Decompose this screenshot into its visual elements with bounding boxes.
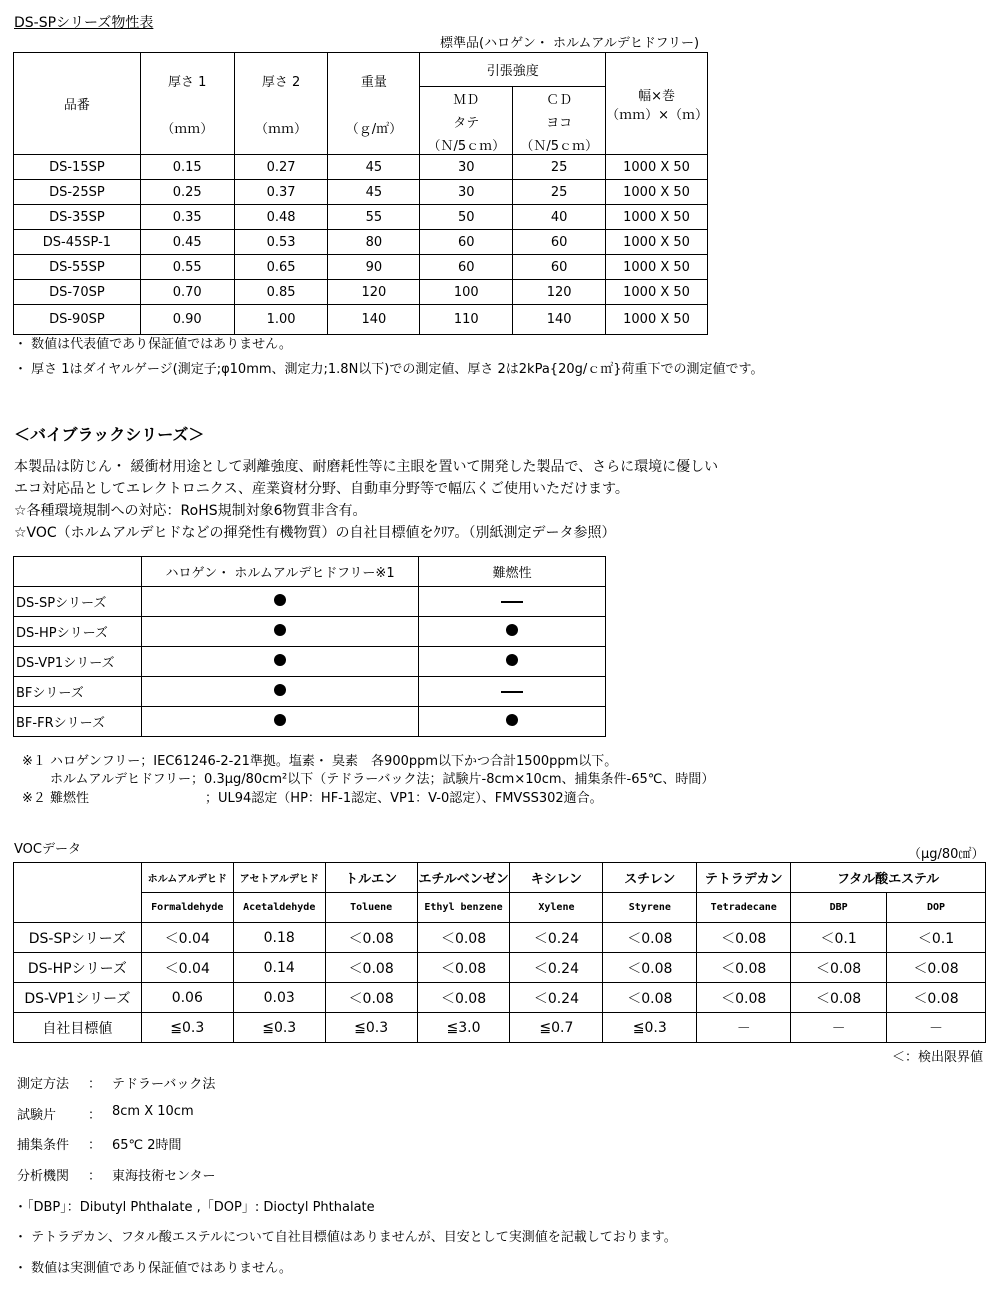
method-value: テドラーバック法 xyxy=(112,1077,216,1092)
dash-icon xyxy=(501,691,523,693)
voc-note-3: ・ 数値は実測値であり保証値ではありません。 xyxy=(14,1261,292,1276)
voc-cell: － xyxy=(697,1013,791,1043)
filled-circle-icon xyxy=(506,714,518,726)
collect-value: 65℃ 2時間 xyxy=(112,1138,182,1153)
voc-cell: ＜0.08 xyxy=(417,923,510,953)
t1-cell: 0.45 xyxy=(140,230,234,255)
lab-colon: ： xyxy=(88,1169,102,1184)
t2-flame-cell xyxy=(419,677,606,707)
t1-cell: 0.37 xyxy=(234,180,328,205)
t2-flame-cell xyxy=(419,617,606,647)
voc-col-dbp: DBP xyxy=(791,893,887,923)
t1-cell: 30 xyxy=(420,155,513,180)
hdr-width: 幅×巻 （ｍｍ）×（ｍ） xyxy=(606,53,708,155)
voc-col-jp: キシレン xyxy=(510,863,603,893)
voc-col-jp: スチレン xyxy=(603,863,697,893)
t1-cell: DS-55SP xyxy=(14,255,141,280)
voc-row xyxy=(14,983,986,1013)
t2-halogen-cell xyxy=(141,617,419,647)
t2-row xyxy=(14,587,606,617)
t2-series-name: DS-HPシリーズ xyxy=(14,617,142,647)
hdr-tensile: 引張強度 xyxy=(420,53,606,87)
voc-note-2: ・ テトラデカン、フタル酸エステルについて自社目標値はありませんが、目安として実測値を記載しております。 xyxy=(14,1230,677,1245)
t1-cell: 0.70 xyxy=(140,280,234,305)
voc-row-label: 自社目標値 xyxy=(14,1013,142,1043)
t2-halogen-cell xyxy=(141,677,419,707)
voc-cell: ＜0.08 xyxy=(791,953,887,983)
filled-circle-icon xyxy=(274,594,286,606)
voc-col-phthalate: フタル酸エステル xyxy=(791,863,986,893)
voc-cell: ＜0.24 xyxy=(510,983,603,1013)
t1-cell: 120 xyxy=(328,280,420,305)
voc-cell: ≦0.3 xyxy=(233,1013,325,1043)
t1-cell: 140 xyxy=(513,305,606,335)
t1-cell: 30 xyxy=(420,180,513,205)
voc-col-jp: エチルベンゼン xyxy=(417,863,510,893)
property-table xyxy=(13,52,708,335)
t1-cell: 25 xyxy=(513,180,606,205)
filled-circle-icon xyxy=(274,684,286,696)
t1-cell: 60 xyxy=(420,255,513,280)
t1-cell: 60 xyxy=(513,255,606,280)
voc-row xyxy=(14,923,986,953)
voc-cell: ＜0.08 xyxy=(887,983,986,1013)
t2-series-name: BF-FRシリーズ xyxy=(14,707,142,737)
voc-corner xyxy=(14,863,142,923)
t2-halogen-cell xyxy=(141,707,419,737)
voc-col-jp: トルエン xyxy=(325,863,417,893)
voc-cell: ＜0.08 xyxy=(697,923,791,953)
t1-cell: 120 xyxy=(513,280,606,305)
t1-cell: 0.25 xyxy=(140,180,234,205)
t2-series-name: DS-SPシリーズ xyxy=(14,587,142,617)
t1-cell: 60 xyxy=(513,230,606,255)
collect-colon: ： xyxy=(88,1138,102,1153)
t1-note-2: ・ 厚さ 1はダイヤルゲージ(測定子;φ10mm、測定力;1.8N以下)での測定値、厚さ 2は2kPa{20g/ｃ㎡}荷重下での測定値です。 xyxy=(14,362,764,377)
voc-cell: ＜0.08 xyxy=(417,953,510,983)
voc-cell: 0.14 xyxy=(233,953,325,983)
voc-cell: ≦3.0 xyxy=(417,1013,510,1043)
voc-cell: ＜0.04 xyxy=(141,953,233,983)
lab-key: 分析機関 xyxy=(17,1169,70,1184)
t2-halogen-cell xyxy=(141,587,419,617)
t1-row xyxy=(14,255,708,280)
voc-cell: － xyxy=(887,1013,986,1043)
voc-limit-note: ＜：検出限界値 xyxy=(892,1050,984,1065)
t2-row xyxy=(14,647,606,677)
t1-row xyxy=(14,305,708,335)
t1-row xyxy=(14,155,708,180)
t1-cell: 45 xyxy=(328,155,420,180)
t1-cell: 1000 X 50 xyxy=(606,180,708,205)
hdr-weight: 重量 （ｇ/㎡） xyxy=(328,53,420,155)
voc-title: VOCデータ xyxy=(14,842,81,857)
voc-cell: ＜0.08 xyxy=(603,923,697,953)
t1-cell: 140 xyxy=(328,305,420,335)
voc-cell: ＜0.08 xyxy=(325,923,417,953)
hdr-hinban: 品番 xyxy=(14,53,141,155)
voc-row-label: DS-VP1シリーズ xyxy=(14,983,142,1013)
voc-col-en: Acetaldehyde xyxy=(233,893,325,923)
t1-cell: DS-25SP xyxy=(14,180,141,205)
series-para-4: ☆VOC（ホルムアルデヒドなどの揮発性有機物質）の自社目標値をｸﾘｱ。（別紙測定データ参照） xyxy=(14,525,616,541)
lab-value: 東海技術センター xyxy=(112,1169,216,1184)
t1-row xyxy=(14,205,708,230)
voc-cell: ＜0.08 xyxy=(697,953,791,983)
t1-cell: 25 xyxy=(513,155,606,180)
series-para-2: エコ対応品としてエレクトロニクス、産業資材分野、自動車分野等で幅広くご使用いただけます。 xyxy=(14,481,629,497)
filled-circle-icon xyxy=(274,654,286,666)
voc-col-en: Styrene xyxy=(603,893,697,923)
voc-cell: ＜0.08 xyxy=(791,983,887,1013)
t1-cell: DS-35SP xyxy=(14,205,141,230)
t1-cell: 110 xyxy=(420,305,513,335)
voc-col-en: Xylene xyxy=(510,893,603,923)
t2-row xyxy=(14,617,606,647)
t1-note-1: ・ 数値は代表値であり保証値ではありません。 xyxy=(14,337,292,352)
t1-cell: 0.35 xyxy=(140,205,234,230)
t1-cell: 1000 X 50 xyxy=(606,230,708,255)
voc-note-1: ・「DBP」：Dibutyl Phthalate ,「DOP」: Dioctyl Phthalate xyxy=(14,1200,375,1215)
t2-series-name: BFシリーズ xyxy=(14,677,142,707)
t1-cell: 1000 X 50 xyxy=(606,255,708,280)
t1-cell: 60 xyxy=(420,230,513,255)
t1-cell: 0.65 xyxy=(234,255,328,280)
t2-flame-cell xyxy=(419,647,606,677)
voc-cell: ＜0.1 xyxy=(791,923,887,953)
t2-row xyxy=(14,677,606,707)
filled-circle-icon xyxy=(274,624,286,636)
voc-row xyxy=(14,1013,986,1043)
voc-cell: ＜0.08 xyxy=(603,983,697,1013)
voc-cell: ≦0.3 xyxy=(603,1013,697,1043)
hdr-md: ＭＤ タテ （Ｎ/5ｃｍ） xyxy=(420,87,513,155)
t1-cell: DS-45SP-1 xyxy=(14,230,141,255)
t2-footnote-1b: ホルムアルデヒドフリー；0.3μg/80cm²以下（テドラーバック法；試験片-8cm×10cm、捕集条件-65℃、時間） xyxy=(50,772,715,787)
voc-col-jp: アセトアルデヒド xyxy=(233,863,325,893)
hdr-thick2: 厚さ 2 （ｍｍ） xyxy=(234,53,328,155)
voc-cell: 0.18 xyxy=(233,923,325,953)
t1-cell: 0.90 xyxy=(140,305,234,335)
voc-cell: ＜0.1 xyxy=(887,923,986,953)
t1-cell: DS-70SP xyxy=(14,280,141,305)
voc-row-label: DS-SPシリーズ xyxy=(14,923,142,953)
t2-hdr-flame: 難燃性 xyxy=(419,557,606,587)
voc-cell: ＜0.24 xyxy=(510,953,603,983)
voc-cell: ≦0.3 xyxy=(141,1013,233,1043)
t2-flame-cell xyxy=(419,587,606,617)
voc-col-en: Formaldehyde xyxy=(141,893,233,923)
voc-row-label: DS-HPシリーズ xyxy=(14,953,142,983)
voc-cell: ≦0.7 xyxy=(510,1013,603,1043)
t1-cell: 45 xyxy=(328,180,420,205)
t1-row xyxy=(14,230,708,255)
voc-cell: 0.03 xyxy=(233,983,325,1013)
t1-standard-note: 標準品(ハロゲン・ ホルムアルデヒドフリー) xyxy=(440,36,700,51)
piece-colon: ： xyxy=(88,1108,102,1123)
voc-table xyxy=(13,862,986,1043)
voc-cell: － xyxy=(791,1013,887,1043)
t1-row xyxy=(14,280,708,305)
voc-cell: ＜0.04 xyxy=(141,923,233,953)
t1-cell: 0.55 xyxy=(140,255,234,280)
t1-cell: 0.27 xyxy=(234,155,328,180)
t1-cell: 1000 X 50 xyxy=(606,155,708,180)
voc-col-en: Ethyl benzene xyxy=(417,893,510,923)
t2-halogen-cell xyxy=(141,647,419,677)
t1-cell: DS-90SP xyxy=(14,305,141,335)
t1-row xyxy=(14,180,708,205)
method-key: 測定方法 xyxy=(17,1077,70,1092)
voc-col-dop: DOP xyxy=(887,893,986,923)
t1-cell: 55 xyxy=(328,205,420,230)
voc-unit: （μg/80㎠） xyxy=(908,847,985,862)
series-heading: ＜バイブラックシリーズ＞ xyxy=(14,425,205,444)
t1-cell: 1.00 xyxy=(234,305,328,335)
t2-series-name: DS-VP1シリーズ xyxy=(14,647,142,677)
filled-circle-icon xyxy=(274,714,286,726)
t2-corner xyxy=(14,557,142,587)
voc-cell: ＜0.08 xyxy=(325,983,417,1013)
t2-flame-cell xyxy=(419,707,606,737)
t1-cell: 100 xyxy=(420,280,513,305)
voc-cell: 0.06 xyxy=(141,983,233,1013)
t1-cell: 90 xyxy=(328,255,420,280)
t1-cell: 1000 X 50 xyxy=(606,280,708,305)
collect-key: 捕集条件 xyxy=(17,1138,70,1153)
piece-value: 8cm X 10cm xyxy=(112,1104,194,1119)
filled-circle-icon xyxy=(506,624,518,636)
t1-cell: 80 xyxy=(328,230,420,255)
t1-cell: 1000 X 50 xyxy=(606,305,708,335)
t1-cell: 50 xyxy=(420,205,513,230)
t1-cell: DS-15SP xyxy=(14,155,141,180)
voc-cell: ≦0.3 xyxy=(325,1013,417,1043)
voc-cell: ＜0.08 xyxy=(603,953,697,983)
method-colon: ： xyxy=(88,1077,102,1092)
t2-row xyxy=(14,707,606,737)
t2-footnote-1a: ※１ ハロゲンフリー；IEC61246-2-21準拠。塩素・ 臭素 各900ppm以下かつ合計1500ppm以下。 xyxy=(22,754,618,769)
filled-circle-icon xyxy=(506,654,518,666)
series-para-1: 本製品は防じん・ 緩衝材用途として剥離強度、耐磨耗性等に主眼を置いて開発した製品で、さらに環境に優しい xyxy=(14,459,719,475)
voc-col-en: Tetradecane xyxy=(697,893,791,923)
piece-key: 試験片 xyxy=(17,1108,57,1123)
voc-col-jp: テトラデカン xyxy=(697,863,791,893)
voc-col-en: Toluene xyxy=(325,893,417,923)
compliance-table xyxy=(13,556,606,737)
voc-cell: ＜0.24 xyxy=(510,923,603,953)
t1-cell: 0.85 xyxy=(234,280,328,305)
voc-cell: ＜0.08 xyxy=(325,953,417,983)
t1-cell: 40 xyxy=(513,205,606,230)
voc-cell: ＜0.08 xyxy=(417,983,510,1013)
t1-cell: 0.53 xyxy=(234,230,328,255)
t2-hdr-halogen: ハロゲン・ ホルムアルデヒドフリー※1 xyxy=(141,557,419,587)
voc-row xyxy=(14,953,986,983)
hdr-cd: ＣＤ ヨコ （Ｎ/5ｃｍ） xyxy=(513,87,606,155)
t1-title: DS-SPシリーズ物性表 xyxy=(14,15,154,31)
t1-cell: 1000 X 50 xyxy=(606,205,708,230)
hdr-thick1: 厚さ 1 （ｍｍ） xyxy=(140,53,234,155)
t2-footnote-2a: ※２ 難燃性 xyxy=(22,791,90,806)
series-para-3: ☆各種環境規制への対応：RoHS規制対象6物質非含有。 xyxy=(14,503,367,519)
voc-col-jp: ホルムアルデヒド xyxy=(141,863,233,893)
t1-cell: 0.15 xyxy=(140,155,234,180)
t2-footnote-2b: ；UL94認定（HP：HF-1認定、VP1：V-0認定）、FMVSS302適合。 xyxy=(205,791,603,806)
voc-cell: ＜0.08 xyxy=(697,983,791,1013)
dash-icon xyxy=(501,601,523,603)
t1-cell: 0.48 xyxy=(234,205,328,230)
voc-cell: ＜0.08 xyxy=(887,953,986,983)
